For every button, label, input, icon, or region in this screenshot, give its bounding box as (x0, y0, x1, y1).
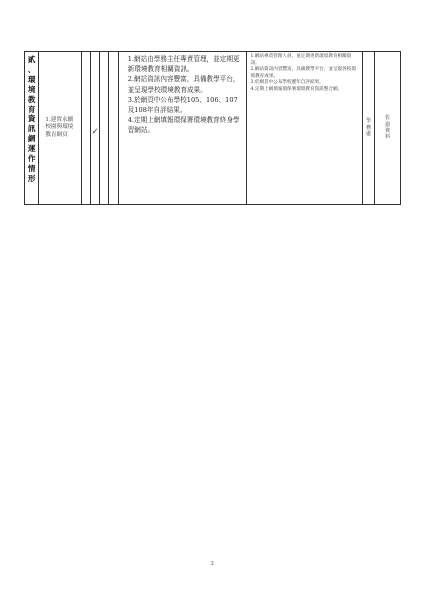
vertical-char: 貳 (27, 55, 36, 64)
description-item: 4.定期上網填報環保署環境教育終身學習網站。 (127, 116, 240, 135)
vertical-char: 網 (27, 134, 36, 144)
vertical-char: 訊 (27, 124, 36, 134)
description-item: 2.網站資訊內容豐富，具備教學平台，並呈現學校環境教育成果。 (127, 75, 240, 94)
unit-cell (362, 52, 374, 205)
vertical-char: 形 (27, 173, 36, 183)
item-label: 1.建置永續校園與環境教育網頁 (45, 116, 74, 138)
page-number: 3 (210, 561, 214, 567)
results-list (247, 52, 361, 94)
vertical-char: 資 (27, 114, 36, 124)
description-list (119, 52, 247, 136)
vertical-char: 證 (385, 121, 391, 128)
vertical-char: 環 (27, 74, 36, 84)
vertical-char: 境 (27, 84, 36, 94)
result-item: 3.於網頁中公布學校歷年自評結果。 (250, 80, 324, 86)
vertical-char: 運 (27, 144, 36, 154)
result-item: 2.網站資訊內容豐富，具備教學平台，並呈現各校環境教育成果。 (250, 67, 356, 79)
note-cell (375, 52, 401, 205)
description-item: 1.網站由學務主任專責管理，並定期更新環境教育相關資訊。 (127, 55, 240, 74)
unit-label (363, 118, 374, 137)
vertical-char: 育 (27, 104, 36, 114)
vertical-char: 料 (385, 134, 391, 141)
vertical-char: 資 (385, 128, 391, 134)
description-cell (118, 52, 247, 205)
vertical-char: 佐 (385, 115, 391, 122)
result-item: 1.網站專責管理人員，並定期更新環境教育相關資訊。 (250, 54, 352, 66)
check-column-1 (81, 52, 90, 205)
vertical-char: 作 (27, 154, 36, 164)
vertical-char: 學 (366, 118, 372, 125)
category-label (25, 52, 38, 184)
check-column-4 (109, 52, 118, 205)
table-row (25, 52, 401, 205)
results-cell (247, 52, 362, 205)
vertical-char: 、 (27, 64, 36, 74)
item-cell (39, 52, 81, 205)
vertical-char: 處 (366, 131, 372, 138)
check-column-3 (100, 52, 109, 205)
vertical-char: 教 (27, 94, 36, 104)
category-cell (25, 52, 39, 205)
note-label (375, 115, 400, 141)
vertical-char: 情 (27, 163, 36, 173)
check-mark-icon: ✓ (91, 126, 99, 137)
vertical-char: 務 (366, 124, 372, 131)
evaluation-table (24, 51, 401, 205)
result-item: 4.定期上網填報環保署環境教育資訊整合網。 (250, 86, 343, 92)
description-item: 3.於網頁中公布學校105、106、107及108年自評結果。 (127, 95, 238, 115)
check-column-2 (90, 52, 99, 205)
